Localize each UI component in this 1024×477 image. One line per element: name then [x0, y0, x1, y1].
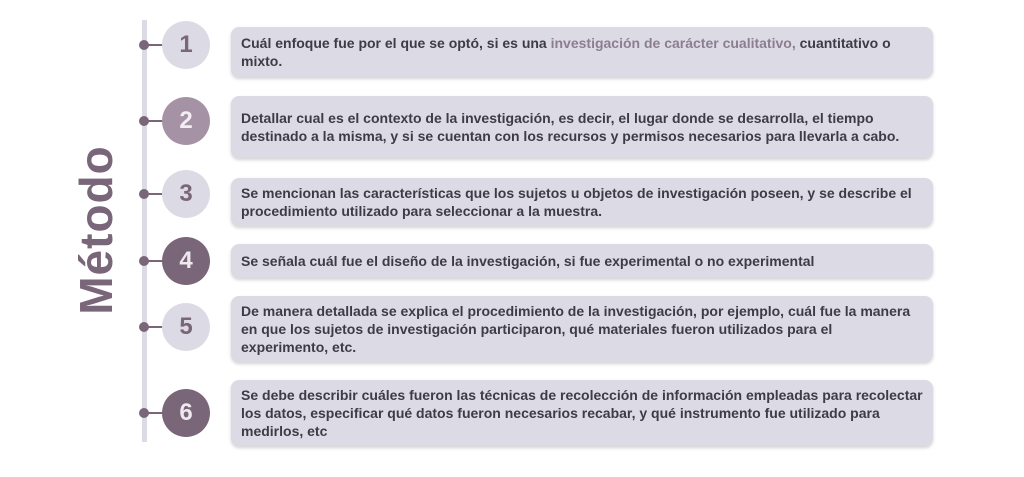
step-card: [231, 296, 933, 362]
step-card: [231, 178, 933, 226]
step-number-badge: 3: [162, 170, 210, 218]
step-card: [231, 96, 933, 158]
step-number-badge: 2: [162, 97, 210, 145]
step-number-badge: 1: [162, 21, 210, 69]
step-text: De manera detallada se explica el procedimiento de la investigación, por ejemplo, cuál fue la manera en que los sujetos de investigación participaron, qué materiales fueron utilizados para el experimento, etc.: [241, 303, 911, 355]
step-number-badge: 4: [162, 237, 210, 285]
step-text-part: Cuál enfoque fue por el que se optó, si es una: [241, 35, 551, 51]
step-text: [241, 34, 923, 70]
step-text: Se mencionan las características que los sujetos u objetos de investigación poseen, y se describe el procedimiento utilizado para seleccionar a la muestra.: [241, 185, 912, 219]
step-text: Detallar cual es el contexto de la investigación, es decir, el lugar donde se desarrolla, el tiempo destinado a la misma, y si se cuentan con los recursos y permisos necesarios para llevarla a cabo.: [241, 110, 900, 144]
step-number-badge: 6: [162, 389, 210, 437]
diagram-title: Método: [70, 145, 122, 315]
step-card: [231, 27, 933, 77]
step-card: [231, 244, 933, 278]
timeline-spine: [142, 20, 147, 442]
step-text: Se debe describir cuáles fueron las técnicas de recolección de información empleadas para recolectar los datos, especificar qué datos fueron necesarios recabar, y qué instrumento fue utilizado para medirlos, etc: [241, 387, 923, 439]
step-text-part: cuantitativo o mixto.: [241, 35, 891, 69]
step-card: [231, 380, 933, 446]
step-text-highlight: investigación de carácter cualitativo,: [550, 35, 796, 51]
step-number-badge: 5: [162, 303, 210, 351]
step-text: Se señala cuál fue el diseño de la investigación, si fue experimental o no experimental: [241, 253, 815, 269]
